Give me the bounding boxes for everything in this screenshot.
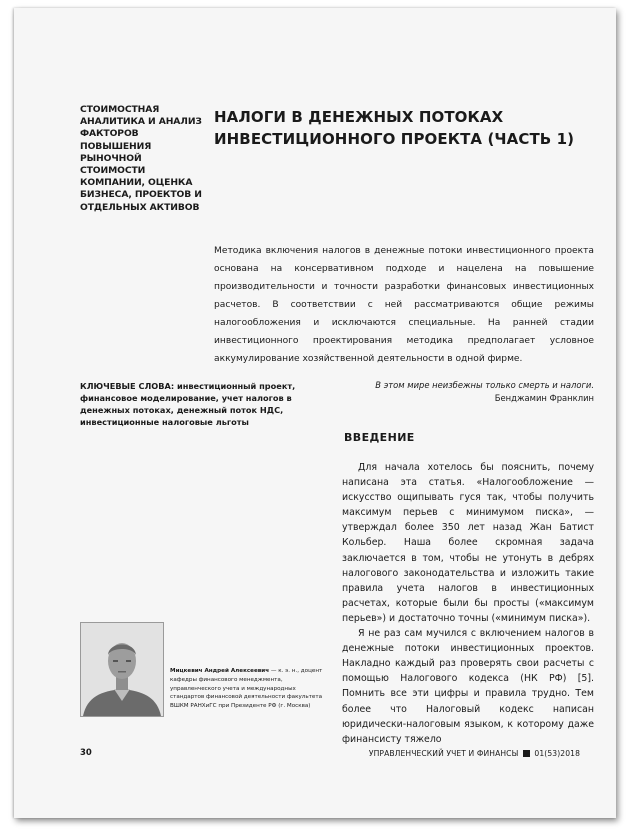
author-credentials: — к. э. н., доцент кафедры финансового менеджмента, управленческого учета и международных стандартов финансовой деятельности факультета ВШКМ РАНХиГС при Президенте РФ (г. Москва): [170, 668, 323, 710]
article-body: [342, 460, 594, 747]
journal-issue: 01(53)2018: [534, 749, 580, 758]
square-bullet-icon: [523, 750, 530, 757]
page-number: 30: [80, 748, 92, 758]
article-title: НАЛОГИ В ДЕНЕЖНЫХ ПОТОКАХ ИНВЕСТИЦИОННОГО ПРОЕКТА (ЧАСТЬ 1): [214, 108, 575, 148]
body-paragraph: Я не раз сам мучился с включением налогов в денежные потоки инвестиционных проектов. Накладно каждый раз проверять свои расчеты с помощью Налогового кодекса (НК РФ) [5]. Помнить все эти цифры и правила трудно. Тем более что Налоговый кодекс написан юридически-налоговым языком, к которому даже финансисту тяжело: [342, 628, 594, 745]
body-paragraph: Для начала хотелось бы пояснить, почему написана эта статья. «Налогообложение — искусство ощипывать гуся так, чтобы получить максимум перьев с минимумом писка», — утверждал более 350 лет назад Жан Батист Кольбер. Наша более скромная задача заключается в том, чтобы не утонуть в дебрях налогового законодательства и изложить такие правила учета налогов в инвестиционных расчетах, которые были бы просты («максимум перьев») и достаточно точны («минимум писка»).: [342, 462, 594, 624]
section-label: СТОИМОСТНАЯ АНАЛИТИКА И АНАЛИЗ ФАКТОРОВ ПОВЫШЕНИЯ РЫНОЧНОЙ СТОИМОСТИ КОМПАНИИ, ОЦЕНКА БИЗНЕСА, ПРОЕКТОВ И ОТДЕЛЬНЫХ АКТИВОВ: [80, 104, 202, 213]
author-name: Мицкевич Андрей Алексеевич: [170, 668, 270, 674]
section-heading-introduction: ВВЕДЕНИЕ: [344, 431, 415, 444]
journal-page: [14, 8, 616, 818]
epigraph: [336, 379, 594, 405]
abstract: Методика включения налогов в денежные потоки инвестиционного проекта основана на консервативном подходе и нацелена на повышение производительности и точности разработки финансовых инвестиционных расчетов. В соответствии с ней рассматриваются общие режимы налогообложения и исключаются специальные. На ранней стадии инвестиционного проектирования методика предполагает условное аккумулирование хозяйственной деятельности в одной фирме.: [214, 246, 594, 364]
journal-footer: [369, 749, 580, 758]
journal-name: УПРАВЛЕНЧЕСКИЙ УЧЕТ И ФИНАНСЫ: [368, 749, 519, 758]
epigraph-quote: В этом мире неизбежны только смерть и налоги.: [375, 380, 594, 390]
keywords: КЛЮЧЕВЫЕ СЛОВА: инвестиционный проект, финансовое моделирование, учет налогов в денежных потоках, денежный поток НДС, инвестиционные налоговые льготы: [80, 381, 296, 427]
author-portrait-image: [81, 623, 163, 716]
epigraph-author: Бенджамин Франклин: [494, 393, 594, 403]
author-bio: [170, 667, 330, 711]
author-photo: [80, 622, 164, 717]
